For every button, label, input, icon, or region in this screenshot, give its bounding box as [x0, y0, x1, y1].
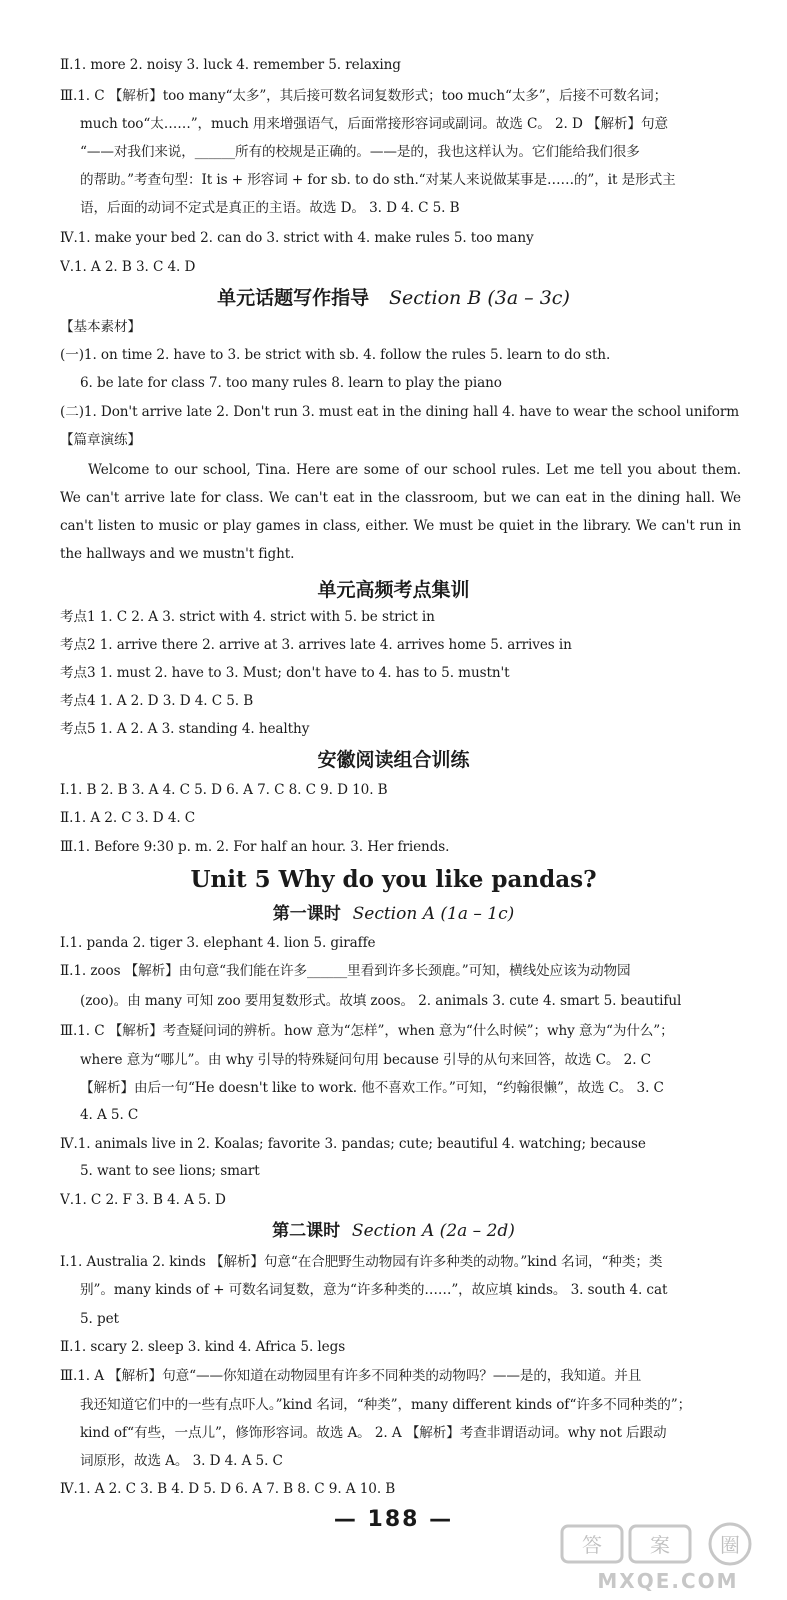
- watermark-char: 答: [582, 1533, 602, 1557]
- answer-line: (一)1. on time 2. have to 3. be strict with sb. 4. follow the rules 5. learn to do sth.: [60, 347, 611, 363]
- answer-line: 的帮助。”考查句型：It is + 形容词 + for sb. to do sth.“对某人来说做某事是……的”，it 是形式主: [80, 172, 676, 188]
- section-heading-highfreq: 单元高频考点集训: [317, 579, 470, 601]
- practice-label: 【篇章演练】: [60, 432, 141, 448]
- kaodian-line: 考点1 1. C 2. A 3. strict with 4. strict with 5. be strict in: [60, 609, 435, 625]
- answer-line: Ⅴ.1. A 2. B 3. C 4. D: [60, 259, 196, 275]
- answer-line: Ⅱ.1. A 2. C 3. D 4. C: [60, 810, 196, 826]
- answer-line: 5. pet: [80, 1311, 119, 1327]
- answer-line: 词原形，故选 A。 3. D 4. A 5. C: [80, 1453, 283, 1469]
- kaodian-line: 考点5 1. A 2. A 3. standing 4. healthy: [60, 721, 310, 737]
- answer-line: 6. be late for class 7. too many rules 8. learn to play the piano: [80, 375, 502, 391]
- answer-line: Ⅴ.1. C 2. F 3. B 4. A 5. D: [60, 1192, 226, 1208]
- answer-line: 我还知道它们中的一些有点吓人。”kind 名词，“种类”，many different kinds of“许多不同种类的”；: [80, 1397, 692, 1413]
- kaodian-line: 考点4 1. A 2. D 3. D 4. C 5. B: [60, 693, 254, 709]
- answer-line: much too“太……”，much 用来增强语气，后面常接形容词或副词。故选 C。 2. D 【解析】句意: [80, 116, 668, 132]
- answer-line: 5. want to see lions; smart: [80, 1163, 260, 1179]
- watermark-char: 圈: [720, 1533, 740, 1557]
- answer-line: Ⅰ.1. panda 2. tiger 3. elephant 4. lion 5. giraffe: [60, 935, 376, 951]
- page-number: — 188 —: [333, 1507, 454, 1532]
- answer-line: Ⅱ.1. more 2. noisy 3. luck 4. remember 5. relaxing: [60, 57, 401, 73]
- kaodian-line: 考点3 1. must 2. have to 3. Must; don't have to 4. has to 5. mustn't: [60, 665, 510, 681]
- answer-line: (二)1. Don't arrive late 2. Don't run 3. must eat in the dining hall 4. have to wear the school uniform: [60, 404, 740, 420]
- watermark-logo: [560, 1522, 775, 1594]
- model-essay: Welcome to our school, Tina. Here are some of our school rules. Let me tell you about them. We can't arrive late for class. We can't eat in the classroom, but we can eat in the dining hall. We can't listen to music or play games in class, either. We must be quiet in the library. We can't run in the hallways and we mustn't fight.: [60, 462, 741, 562]
- material-label: 【基本素材】: [60, 319, 141, 335]
- answer-line: 别”。many kinds of + 可数名词复数，意为“许多种类的……”，故应填 kinds。 3. south 4. cat: [80, 1282, 668, 1298]
- kaodian-line: 考点2 1. arrive there 2. arrive at 3. arrives late 4. arrives home 5. arrives in: [60, 637, 572, 653]
- answer-line: Ⅱ.1. zoos 【解析】由句意“我们能在许多______里看到许多长颈鹿。”可知，横线处应该为动物园: [60, 963, 631, 979]
- answer-line: 语，后面的动词不定式是真正的主语。故选 D。 3. D 4. C 5. B: [80, 200, 460, 216]
- answer-line: Ⅲ.1. C 【解析】考查疑问词的辨析。how 意为“怎样”，when 意为“什么时候”；why 意为“为什么”；: [60, 1023, 674, 1039]
- answer-line: Ⅲ.1. C 【解析】too many“太多”，其后接可数名词复数形式；too much“太多”，后接不可数名词；: [60, 88, 668, 104]
- answer-line: Ⅲ.1. A 【解析】句意“——你知道在动物园里有许多不同种类的动物吗？——是的，我知道。并且: [60, 1368, 642, 1384]
- answer-line: Ⅰ.1. B 2. B 3. A 4. C 5. D 6. A 7. C 8. C 9. D 10. B: [60, 782, 388, 798]
- answer-line: “——对我们来说，______所有的校规是正确的。——是的，我也这样认为。它们能给我们很多: [80, 144, 640, 160]
- answer-line: Ⅱ.1. scary 2. sleep 3. kind 4. Africa 5. legs: [60, 1339, 346, 1355]
- watermark-char: 案: [650, 1533, 670, 1557]
- watermark-url: MXQE.COM: [597, 1569, 739, 1593]
- section-heading-writing: 单元话题写作指导 Section B (3a – 3c): [217, 287, 570, 309]
- answer-line: Ⅲ.1. Before 9:30 p. m. 2. For half an hour. 3. Her friends.: [60, 839, 450, 855]
- section-heading-anhui: 安徽阅读组合训练: [317, 749, 470, 771]
- answer-line: where 意为“哪儿”。由 why 引导的特殊疑问句用 because 引导的从句来回答，故选 C。 2. C: [80, 1052, 651, 1068]
- answer-line: (zoo)。由 many 可知 zoo 要用复数形式。故填 zoos。 2. animals 3. cute 4. smart 5. beautiful: [80, 993, 682, 1009]
- answer-line: kind of“有些，一点儿”，修饰形容词。故选 A。 2. A 【解析】考查非谓语动词。why not 后跟动: [80, 1425, 667, 1441]
- lesson-heading-1: 第一课时 Section A (1a – 1c): [272, 904, 515, 924]
- answer-line: 【解析】由后一句“He doesn't like to work. 他不喜欢工作。”可知，“约翰很懒”，故选 C。 3. C: [80, 1080, 664, 1096]
- answer-line: Ⅰ.1. Australia 2. kinds 【解析】句意“在合肥野生动物园有许多种类的动物。”kind 名词，“种类；类: [60, 1254, 663, 1270]
- unit-title: Unit 5 Why do you like pandas?: [190, 866, 597, 893]
- answer-line: Ⅳ.1. animals live in 2. Koalas; favorite 3. pandas; cute; beautiful 4. watching; because: [60, 1136, 646, 1152]
- answer-line: Ⅳ.1. A 2. C 3. B 4. D 5. D 6. A 7. B 8. C 9. A 10. B: [60, 1481, 396, 1497]
- lesson-heading-2: 第二课时 Section A (2a – 2d): [272, 1221, 515, 1241]
- answer-line: Ⅳ.1. make your bed 2. can do 3. strict with 4. make rules 5. too many: [60, 230, 534, 246]
- answer-line: 4. A 5. C: [80, 1107, 139, 1123]
